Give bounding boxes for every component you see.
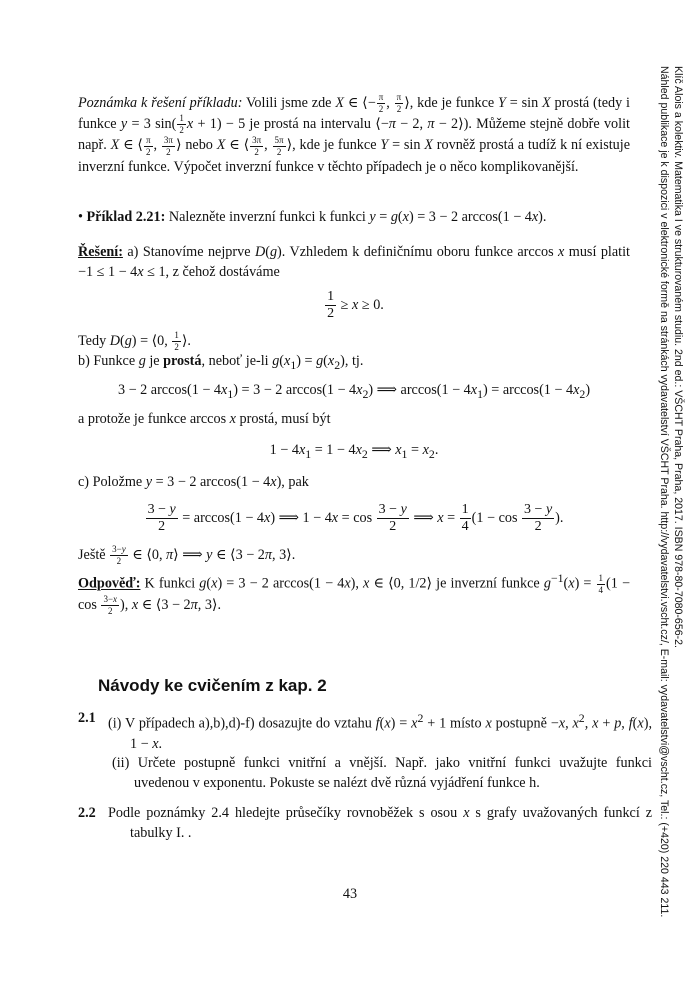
example-2-21: • Příklad 2.21: Nalezněte inverzní funkci k funkci y = g(x) = 3 − 2 arccos(1 − 4x). [78, 209, 547, 225]
exercise-2-1-part-i: (i) V případech a),b),d)-f) dosazujte do vztahu $f(x) = x^2 + 1$ místo x postupně −x, $x^2$, x + p, f(x), 1 − x. [108, 711, 652, 752]
sidebar-line-1: Klíč Alois a kolektiv. Matematika I ve strukturovaném studiu. 2nd ed.: VŠCHT Praha, Praha, 2017. ISBN 978-80-7080-656-2. [672, 66, 684, 648]
solution-part-b: b) Funkce g je prostá, neboť je-li $g(x_1) = g(x_2)$, tj. [78, 353, 364, 372]
injectivity-equation: 3 − 2 $\arccos(1 - 4x_1) = 3 - 2$ $\arccos(1 - 4x_2)$ ⟹ $\arccos(1 - 4x_1) = \arccos(1 - 4x_2)$ [117, 382, 591, 401]
answer-label: Odpověď: [78, 575, 141, 592]
note-paragraph: Poznámka k řešení příkladu: Volili jsme zde X ∈ ⟨− $\frac{\pi}{2}$ , $\frac{\pi}{2}$ ⟩, kde je funkce Y = sin X prostá (tedy i funkce y = 3 sin( $\frac{1}{2}$ x + 1) − 5 je prostá na intervalu ⟨−π − 2, π − 2⟩). Můžeme stejně dobře volit např. X ∈ ⟨ $\frac{\pi}{2}$ , $\frac{3\pi}{2}$ ⟩ nebo X ∈ ⟨ $\frac{3\pi}{2}$ , $\frac{5\pi}{2}$ ⟩, kde je funkce Y = sin X rovněž prostá a tudíž k ní existuje inverzní funkce. Výpočet inverzní funkce v těchto případech je o něco komplikovanější. [78, 92, 630, 175]
example-label: Příklad 2.21: [86, 209, 166, 225]
exercise-2-1-part-ii: (ii) Určete postupně funkci vnitřní a vnější. Např. jako vnitřní funkci uvažujte funkci uvedenou v exponentu. Pokuste se nalézt dvě různá vyjádření funkce h. [112, 755, 653, 791]
arccos-injective-text: a protože je funkce arccos x prostá, musí být [78, 411, 331, 427]
range-result: Ještě $\frac{3-y}{2}$ ∈ ⟨0, π⟩ ⟹ y ∈ ⟨3 − 2π, 3⟩. [78, 544, 296, 567]
example-text: Nalezněte inverzní funkci k funkci [168, 209, 366, 225]
exercise-2-1 [78, 708, 652, 752]
solution-part-a: Řešení: a) Stanovíme nejprve D(g). Vzhledem k definičnímu oboru funkce arccos x musí platit −1 ≤ 1 − 4x ≤ 1, z čehož dostáváme [78, 244, 630, 280]
section-title: Návody ke cvičením z kap. 2 [98, 676, 327, 695]
inequality-equation: $\frac{1}{2}$ ≥ x ≥ 0. [327, 289, 384, 321]
sidebar-publication-info [655, 66, 685, 936]
answer-paragraph: Odpověď: K funkci g(x) = 3 − 2 arccos(1 − 4x), x ∈ ⟨0, 1/2⟩ je inverzní funkce $g^{-1}(x)$ = $\frac{1}{4}$ (1 − cos $\frac{3-x}{2}$ ), x ∈ ⟨3 − 2π, 3⟩. [78, 571, 630, 617]
solution-label: Řešení: [78, 244, 123, 260]
solution-part-c: c) Položme y = 3 − 2 arccos(1 − 4x), pak [78, 474, 309, 490]
sidebar-line-2: Náhled publikace je k dispozici v elektronické formě na stránkách vydavatelství VŠCHT Praha. http://vydavatelstvi.vscht.cz/, E-mail: vydavatelstvi@vscht.cz, Tel.: (+420) 220 443 211. [658, 66, 670, 918]
exercise-number: 2.1 [78, 710, 96, 726]
equality-equation: $1 - 4x_1 = 1 - 4x_2$ ⟹ $x_1 = x_2$. [269, 442, 439, 461]
domain-result: Tedy D(g) = ⟨0, $\frac{1}{2}$ ⟩. [78, 330, 191, 353]
exercise-2-2: 2.2 Podle poznámky 2.4 hledejte průsečíky rovnoběžek s osou x s grafy uvažovaných funkcí z tabulky I. . [78, 805, 653, 841]
exercise-number: 2.2 [78, 805, 96, 821]
inverse-derivation-equation: $\frac{3 - y}{2}$ = arccos(1 − 4x) ⟹ 1 − 4x = cos $\frac{3 - y}{2}$ ⟹ x = $\frac{1}{4}$ (1 − cos $\frac{3 - y}{2}$ ). [147, 502, 564, 534]
page-number: 43 [342, 886, 358, 902]
note-label: Poznámka k řešení příkladu: [78, 95, 243, 111]
